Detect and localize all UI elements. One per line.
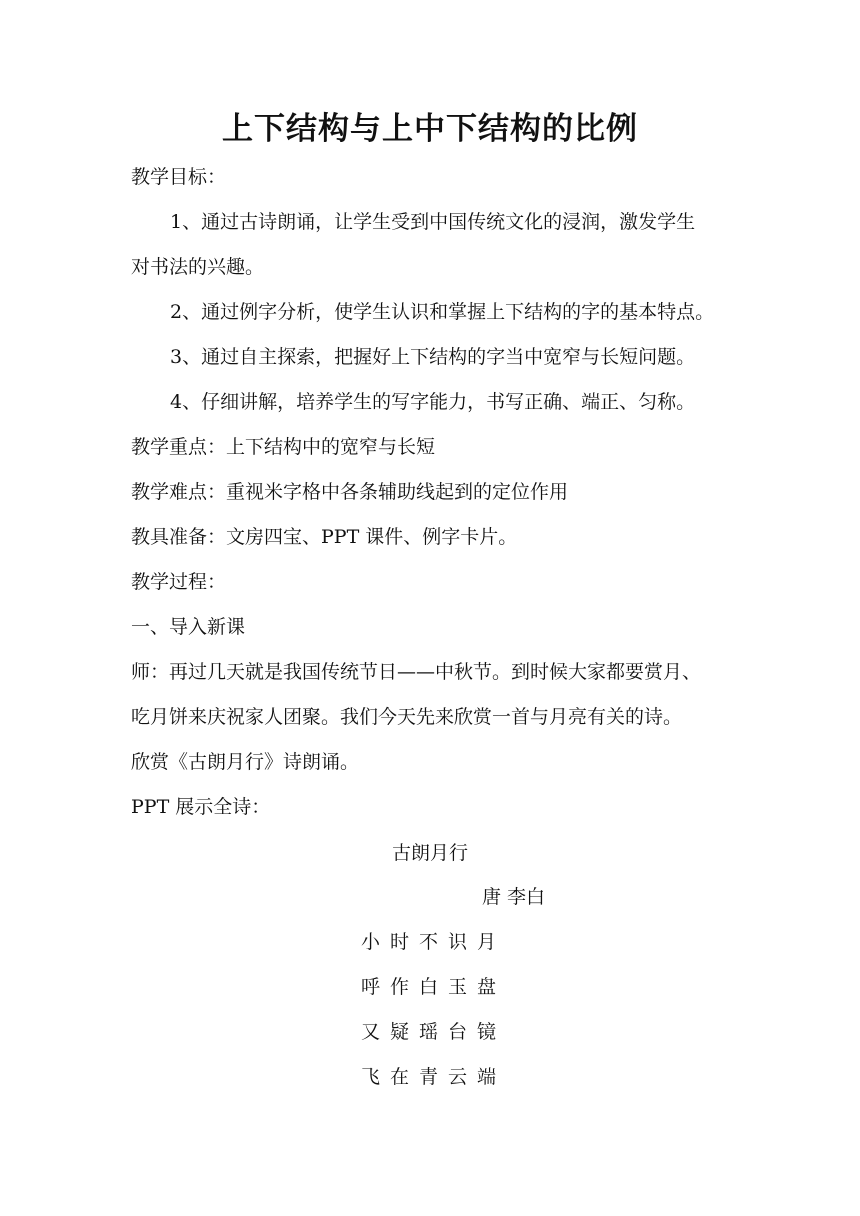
section-heading: 一、导入新课: [131, 616, 246, 638]
teacher-line-3: 欣赏《古朗月行》诗朗诵。: [131, 751, 360, 773]
objectives-heading: 教学目标：: [131, 166, 227, 188]
objective-1: 1、通过古诗朗诵，让学生受到中国传统文化的浸润，激发学生: [170, 211, 696, 233]
poem-author: 唐 李白: [482, 886, 546, 908]
poem-line: 小时不识月: [361, 931, 507, 953]
difficulty: 教学难点：重视米字格中各条辅助线起到的定位作用: [131, 481, 569, 503]
materials: 教具准备：文房四宝、PPT 课件、例字卡片。: [131, 526, 518, 548]
key-point: 教学重点：上下结构中的宽窄与长短: [131, 436, 436, 458]
poem-title: 古朗月行: [391, 842, 468, 864]
teacher-line-1: 师：再过几天就是我国传统节日——中秋节。到时候大家都要赏月、: [131, 661, 702, 683]
poem-line: 飞在青云端: [361, 1066, 507, 1088]
teacher-line-2: 吃月饼来庆祝家人团聚。我们今天先来欣赏一首与月亮有关的诗。: [131, 706, 683, 728]
objective-2: 2、通过例字分析，使学生认识和掌握上下结构的字的基本特点。: [170, 301, 715, 323]
poem-line: 呼作白玉盘: [361, 976, 507, 998]
process-heading: 教学过程：: [131, 571, 227, 593]
teacher-line-4: PPT 展示全诗：: [131, 796, 271, 818]
document-title: 上下结构与上中下结构的比例: [222, 111, 638, 147]
objective-1-continued: 对书法的兴趣。: [131, 256, 265, 278]
poem-line: 又疑瑶台镜: [361, 1021, 507, 1043]
objective-4: 4、仔细讲解，培养学生的写字能力，书写正确、端正、匀称。: [170, 391, 696, 413]
objective-3: 3、通过自主探索，把握好上下结构的字当中宽窄与长短问题。: [170, 346, 696, 368]
